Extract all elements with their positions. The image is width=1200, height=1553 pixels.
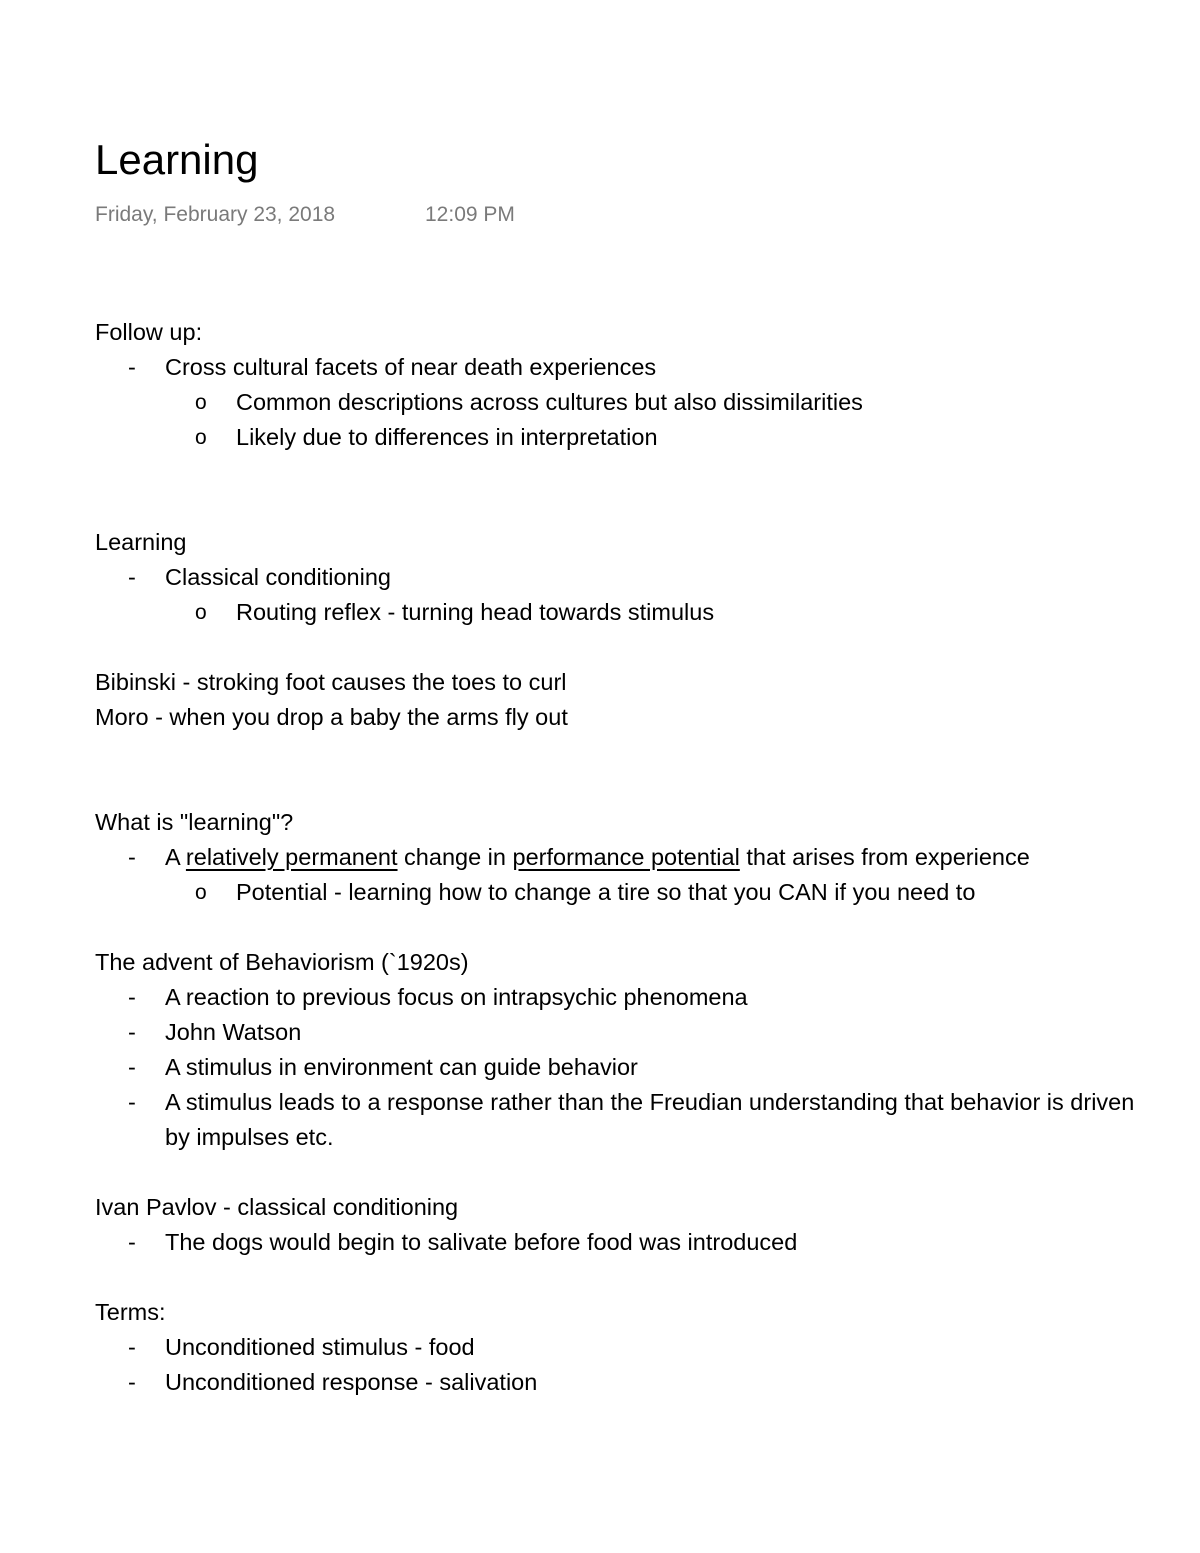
- bullet-list: [95, 1225, 1155, 1260]
- sub-bullet-list: [165, 385, 1155, 455]
- list-item: - Unconditioned response - salivation: [95, 1365, 1155, 1400]
- text-line: Moro - when you drop a baby the arms fly out: [95, 704, 568, 730]
- underlined-term: performance potential: [512, 844, 740, 870]
- section-follow-up: [95, 315, 1155, 455]
- sub-list-item: o Routing reflex - turning head towards stimulus: [95, 595, 1155, 630]
- list-item: [95, 560, 1155, 630]
- list-item-text: Classical conditioning: [165, 564, 391, 590]
- sub-list-item: o Potential - learning how to change a tire so that you CAN if you need to: [95, 875, 1155, 910]
- bullet-list: [95, 560, 1155, 630]
- section-behaviorism: [95, 945, 1155, 1155]
- section-heading: Terms:: [95, 1299, 166, 1325]
- underlined-term: relatively permanent: [185, 844, 398, 870]
- section-heading: Learning: [95, 529, 187, 555]
- list-item: [95, 350, 1155, 455]
- list-item-text: Cross cultural facets of near death experiences: [165, 354, 657, 380]
- note-timestamp: [95, 200, 515, 230]
- section-heading: What is "learning"?: [95, 809, 294, 835]
- section-heading: The advent of Behaviorism (`1920s): [95, 949, 469, 975]
- section-learning: [95, 525, 1155, 630]
- list-item: - The dogs would begin to salivate before food was introduced: [95, 1225, 1155, 1260]
- note-date: Friday, February 23, 2018: [95, 203, 336, 226]
- list-item: - A stimulus in environment can guide behavior: [95, 1050, 1155, 1085]
- definition-text-part: change in: [397, 844, 513, 870]
- note-time: 12:09 PM: [425, 203, 515, 226]
- section-pavlov: [95, 1190, 1155, 1260]
- bullet-list: [95, 1330, 1155, 1400]
- definition-text-part: A: [165, 844, 186, 870]
- note-body: [95, 315, 1155, 1400]
- bullet-list: [95, 350, 1155, 455]
- list-item: - A stimulus leads to a response rather than the Freudian understanding that behavior is driven by impulses etc.: [95, 1085, 1155, 1155]
- section-reflexes: [95, 665, 1155, 735]
- sub-list-item: o Likely due to differences in interpretation: [95, 420, 1155, 455]
- list-item: [95, 840, 1155, 910]
- list-item: - Unconditioned stimulus - food: [95, 1330, 1155, 1365]
- definition-text-part: that arises from experience: [739, 844, 1030, 870]
- section-terms: [95, 1295, 1155, 1400]
- page-title: Learning: [95, 136, 259, 183]
- bullet-list: [95, 840, 1155, 910]
- bullet-list: [95, 980, 1155, 1155]
- section-heading: Ivan Pavlov - classical conditioning: [95, 1194, 459, 1220]
- sub-list-item: o Common descriptions across cultures but also dissimilarities: [95, 385, 1155, 420]
- section-what-is-learning: [95, 805, 1155, 910]
- section-heading: Follow up:: [95, 319, 203, 345]
- sub-bullet-list: [165, 875, 1155, 910]
- list-item: - John Watson: [95, 1015, 1155, 1050]
- text-line: Bibinski - stroking foot causes the toes to curl: [95, 669, 567, 695]
- list-item: - A reaction to previous focus on intrapsychic phenomena: [95, 980, 1155, 1015]
- sub-bullet-list: [165, 595, 1155, 630]
